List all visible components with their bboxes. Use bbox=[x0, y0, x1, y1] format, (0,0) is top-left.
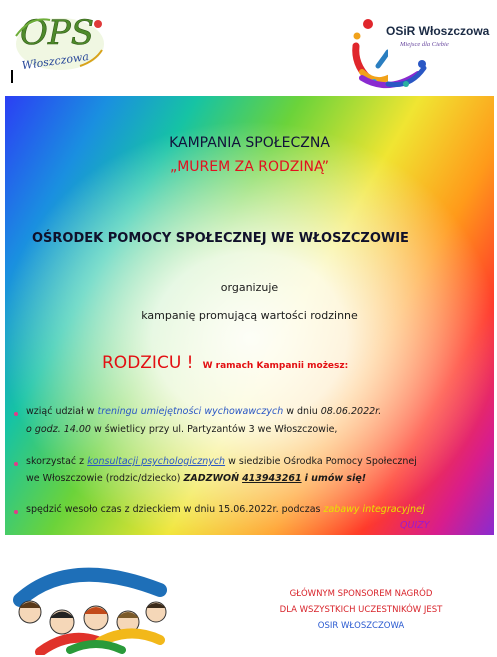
call-heading: RODZICU ! bbox=[102, 353, 194, 373]
organizer-name: OŚRODEK POMOCY SPOŁECZNEJ WE WŁOSZCZOWIE bbox=[32, 231, 409, 246]
call-line bbox=[102, 353, 348, 373]
appointment-text: i umów się! bbox=[304, 473, 367, 484]
sponsor-line-2: DLA WSZYSTKICH UCZESTNIKÓW JEST bbox=[279, 605, 443, 615]
bullet-dot-icon bbox=[14, 412, 18, 416]
bullet-2-line-1 bbox=[26, 456, 417, 467]
campaign-title: KAMPANIA SPOŁECZNA bbox=[169, 135, 330, 151]
svg-text:OPS: OPS bbox=[20, 13, 95, 53]
osir-tagline: Miejsce dla Ciebie bbox=[400, 41, 449, 48]
bullet-text: we Włoszczowie (rodzic/dziecko) bbox=[26, 473, 184, 484]
osir-swoosh-icon bbox=[358, 54, 438, 90]
bullet-text: spędzić wesoło czas z dzieckiem w dniu 15.06.2022r. podczas bbox=[26, 504, 324, 515]
training-time: o godz. 14.00 bbox=[26, 424, 91, 435]
bullet-dot-icon bbox=[14, 510, 18, 514]
bullet-1-line-2 bbox=[26, 424, 337, 435]
bullet-text: w siedzibie Ośrodka Pomocy Społecznej bbox=[225, 456, 417, 467]
integration-game-text: zabawy integracyjnej bbox=[323, 504, 425, 515]
bullet-1-line-1 bbox=[26, 406, 381, 417]
children-group-illustration-icon bbox=[10, 560, 185, 655]
bullet-2-line-2 bbox=[26, 473, 366, 484]
call-to-action: ZADZWOŃ bbox=[183, 473, 240, 484]
bullet-text: w świetlicy przy ul. Partyzantów 3 we Włoszczowie, bbox=[90, 424, 338, 435]
osir-name: OSiR Włoszczowa bbox=[386, 24, 490, 38]
bullet-text: w dniu bbox=[283, 406, 321, 417]
organizes-text: organizuje bbox=[220, 281, 279, 294]
osir-logo bbox=[348, 6, 493, 94]
svg-text:Włoszczowa: Włoszczowa bbox=[20, 49, 90, 73]
sponsor-line-1: GŁÓWNYM SPONSOREM NAGRÓD bbox=[289, 589, 433, 599]
quiz-label: QUIZY bbox=[400, 520, 430, 531]
campaign-panel bbox=[5, 96, 494, 535]
consultation-link[interactable]: konsultacji psychologicznych bbox=[87, 456, 226, 467]
training-link[interactable]: treningu umiejętności wychowawczych bbox=[97, 406, 284, 417]
ops-wloszczowa-logo-icon bbox=[10, 6, 110, 78]
campaign-slogan: „MUREM ZA RODZINĄ” bbox=[169, 159, 330, 175]
call-subheading: W ramach Kampanii możesz: bbox=[202, 361, 349, 371]
bullet-3-line-1 bbox=[26, 504, 425, 515]
text-cursor bbox=[11, 70, 13, 83]
phone-number[interactable]: 413943261 bbox=[242, 473, 302, 484]
campaign-description: kampanię promującą wartości rodzinne bbox=[141, 309, 358, 322]
bullet-dot-icon bbox=[14, 462, 18, 466]
bullet-text: wziąć udział w bbox=[26, 406, 98, 417]
bullet-text: skorzystać z bbox=[26, 456, 88, 467]
training-date: 08.06.2022r. bbox=[320, 406, 382, 417]
sponsor-name: OSIR WŁOSZCZOWA bbox=[317, 621, 405, 631]
